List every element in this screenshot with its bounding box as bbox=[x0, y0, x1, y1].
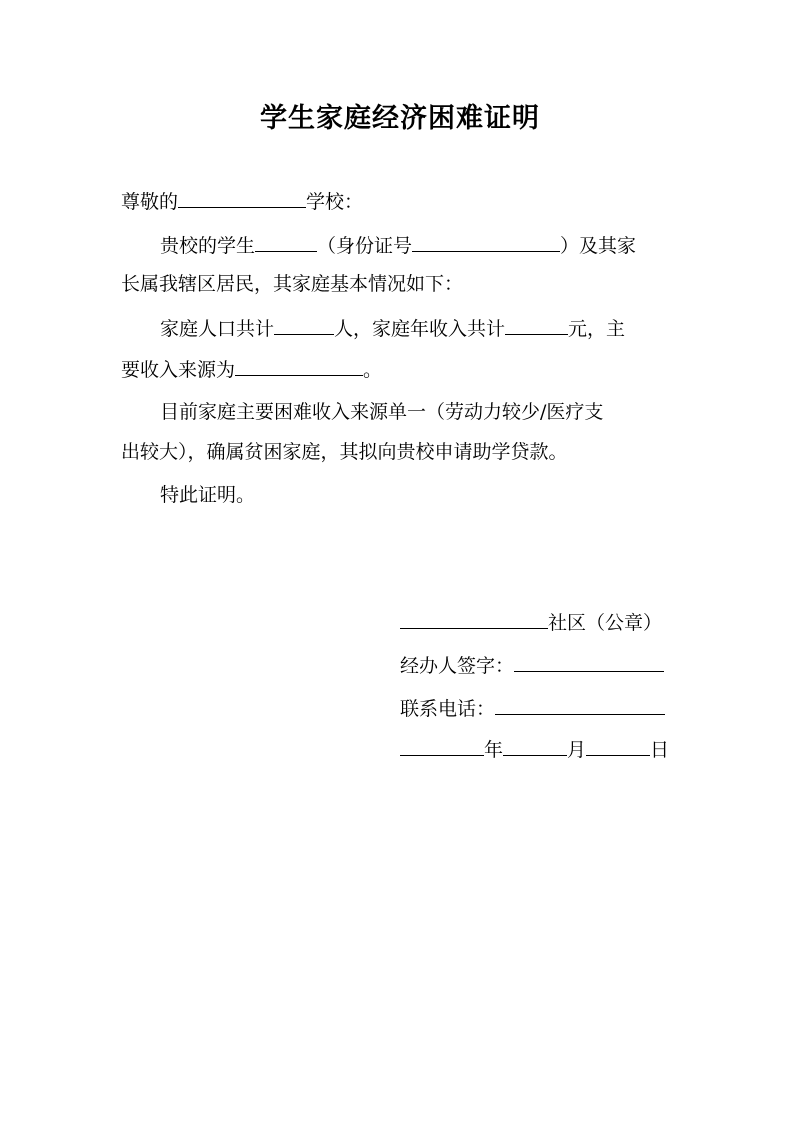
phone-blank[interactable] bbox=[495, 694, 665, 715]
handler-signature-line bbox=[400, 651, 664, 680]
household-size-label: 家庭人口共计 bbox=[160, 318, 275, 340]
document-title: 学生家庭经济困难证明 bbox=[260, 103, 540, 134]
annual-income-label: 人，家庭年收入共计 bbox=[334, 318, 506, 340]
salutation-line bbox=[121, 187, 363, 216]
income-source-blank[interactable] bbox=[235, 355, 363, 376]
phone-label: 联系电话： bbox=[400, 698, 496, 720]
phone-line bbox=[400, 694, 665, 723]
school-name-blank[interactable] bbox=[178, 187, 306, 208]
id-number-blank[interactable] bbox=[412, 231, 560, 252]
closing-text: 特此证明。 bbox=[160, 484, 256, 506]
income-source-label: 要收入来源为 bbox=[121, 359, 236, 381]
date-line bbox=[400, 735, 669, 764]
paragraph3-line2: 出较大），确属贫困家庭，其拟向贵校申请助学贷款。 bbox=[121, 441, 568, 463]
household-size-blank[interactable] bbox=[274, 314, 334, 335]
paragraph1-line2: 长属我辖区居民，其家庭基本情况如下： bbox=[121, 273, 464, 295]
handler-signature-blank[interactable] bbox=[514, 651, 664, 672]
paragraph2-line1-end: 元，主 bbox=[568, 318, 626, 340]
student-name-blank[interactable] bbox=[255, 231, 317, 252]
paragraph1-line1-end: ）及其家 bbox=[560, 235, 637, 257]
paragraph2-line2 bbox=[121, 355, 382, 384]
salutation-suffix: 学校： bbox=[306, 191, 364, 213]
year-label: 年 bbox=[484, 739, 504, 761]
year-blank[interactable] bbox=[400, 735, 484, 756]
community-seal-line bbox=[400, 608, 662, 637]
salutation-prefix: 尊敬的 bbox=[121, 191, 179, 213]
community-seal-label: 社区（公章） bbox=[548, 612, 663, 634]
student-label: 贵校的学生 bbox=[160, 235, 256, 257]
paragraph3-line1: 目前家庭主要困难收入来源单一（劳动力较少/医疗支 bbox=[160, 401, 604, 423]
day-label: 日 bbox=[650, 739, 670, 761]
id-number-label: （身份证号 bbox=[317, 235, 413, 257]
paragraph2-line1 bbox=[160, 314, 625, 343]
paragraph2-line2-end: 。 bbox=[363, 359, 383, 381]
paragraph1-line1 bbox=[160, 231, 636, 260]
handler-signature-label: 经办人签字： bbox=[400, 655, 515, 677]
month-blank[interactable] bbox=[503, 735, 567, 756]
day-blank[interactable] bbox=[586, 735, 650, 756]
annual-income-blank[interactable] bbox=[505, 314, 568, 335]
month-label: 月 bbox=[567, 739, 587, 761]
community-name-blank[interactable] bbox=[400, 608, 548, 629]
